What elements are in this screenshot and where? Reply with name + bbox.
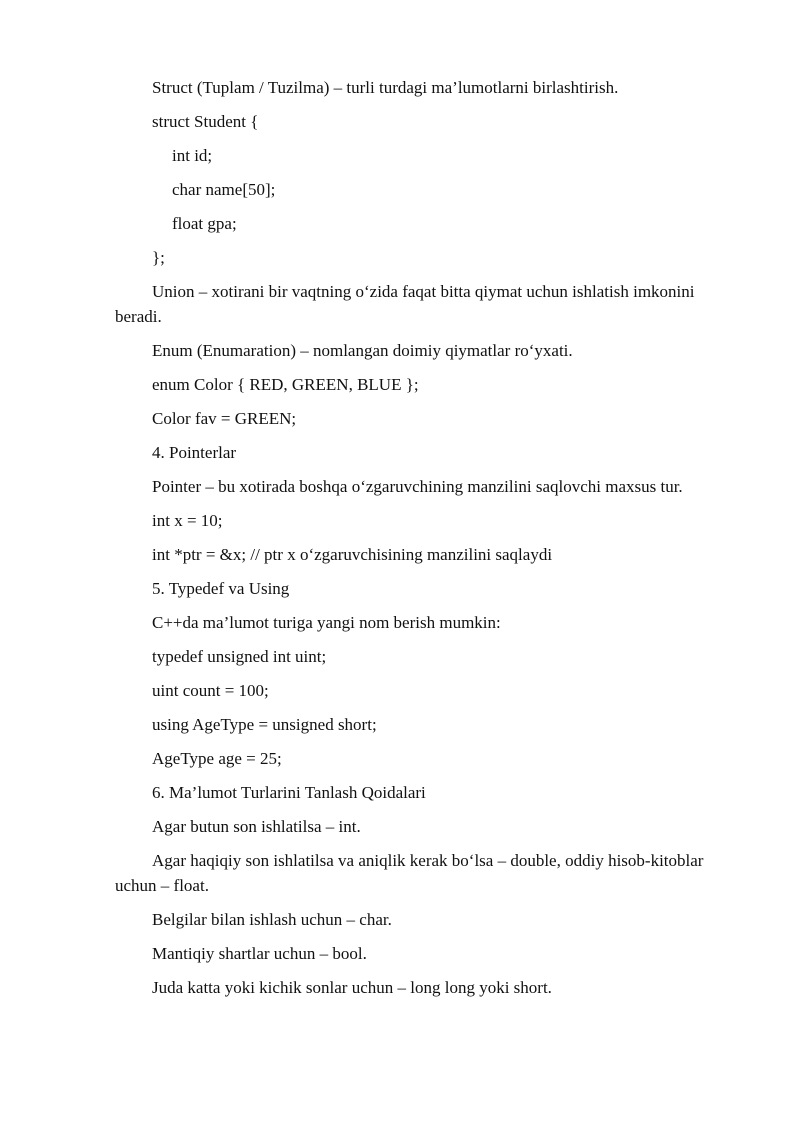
code-typedef-uint: typedef unsigned int uint; [152, 647, 327, 666]
heading-typedef-using: 5. Typedef va Using [152, 579, 290, 598]
code-struct-close: }; [152, 248, 165, 267]
code-int-ptr: int *ptr = &x; // ptr x o‘zgaruvchisining manzilini saqlaydi [152, 545, 553, 564]
code-agetype-age: AgeType age = 25; [152, 749, 282, 768]
code-struct-field-name: char name[50]; [172, 180, 276, 199]
heading-tanlash-qoidalari: 6. Ma’lumot Turlarini Tanlash Qoidalari [152, 783, 426, 802]
code-struct-field-id: int id; [172, 146, 213, 165]
code-int-x: int x = 10; [152, 511, 223, 530]
rule-bool-text: Mantiqiy shartlar uchun – bool. [152, 944, 367, 963]
union-definition-text: Union – xotirani bir vaqtning o‘zida faqat bitta qiymat uchun ishlatish imkonini beradi. [115, 282, 695, 326]
rule-long-short-text: Juda katta yoki kichik sonlar uchun – long long yoki short. [152, 978, 552, 997]
enum-definition-text: Enum (Enumaration) – nomlangan doimiy qiymatlar ro‘yxati. [152, 341, 573, 360]
typedef-intro-text: C++da ma’lumot turiga yangi nom berish mumkin: [152, 613, 501, 632]
rule-int-text: Agar butun son ishlatilsa – int. [152, 817, 361, 836]
struct-definition-text: Struct (Tuplam / Tuzilma) – turli turdagi ma’lumotlarni birlashtirish. [152, 78, 619, 97]
code-enum-color: enum Color { RED, GREEN, BLUE }; [152, 375, 419, 394]
code-struct-field-gpa: float gpa; [172, 214, 237, 233]
rule-char-text: Belgilar bilan ishlash uchun – char. [152, 910, 392, 929]
code-struct-open: struct Student { [152, 112, 259, 131]
code-using-agetype: using AgeType = unsigned short; [152, 715, 377, 734]
heading-pointerlar: 4. Pointerlar [152, 443, 237, 462]
pointer-definition-text: Pointer – bu xotirada boshqa o‘zgaruvchining manzilini saqlovchi maxsus tur. [152, 477, 683, 496]
code-color-fav: Color fav = GREEN; [152, 409, 297, 428]
code-uint-count: uint count = 100; [152, 681, 269, 700]
rule-double-float-text: Agar haqiqiy son ishlatilsa va aniqlik kerak bo‘lsa – double, oddiy hisob-kitoblar uchun – float. [115, 851, 704, 895]
